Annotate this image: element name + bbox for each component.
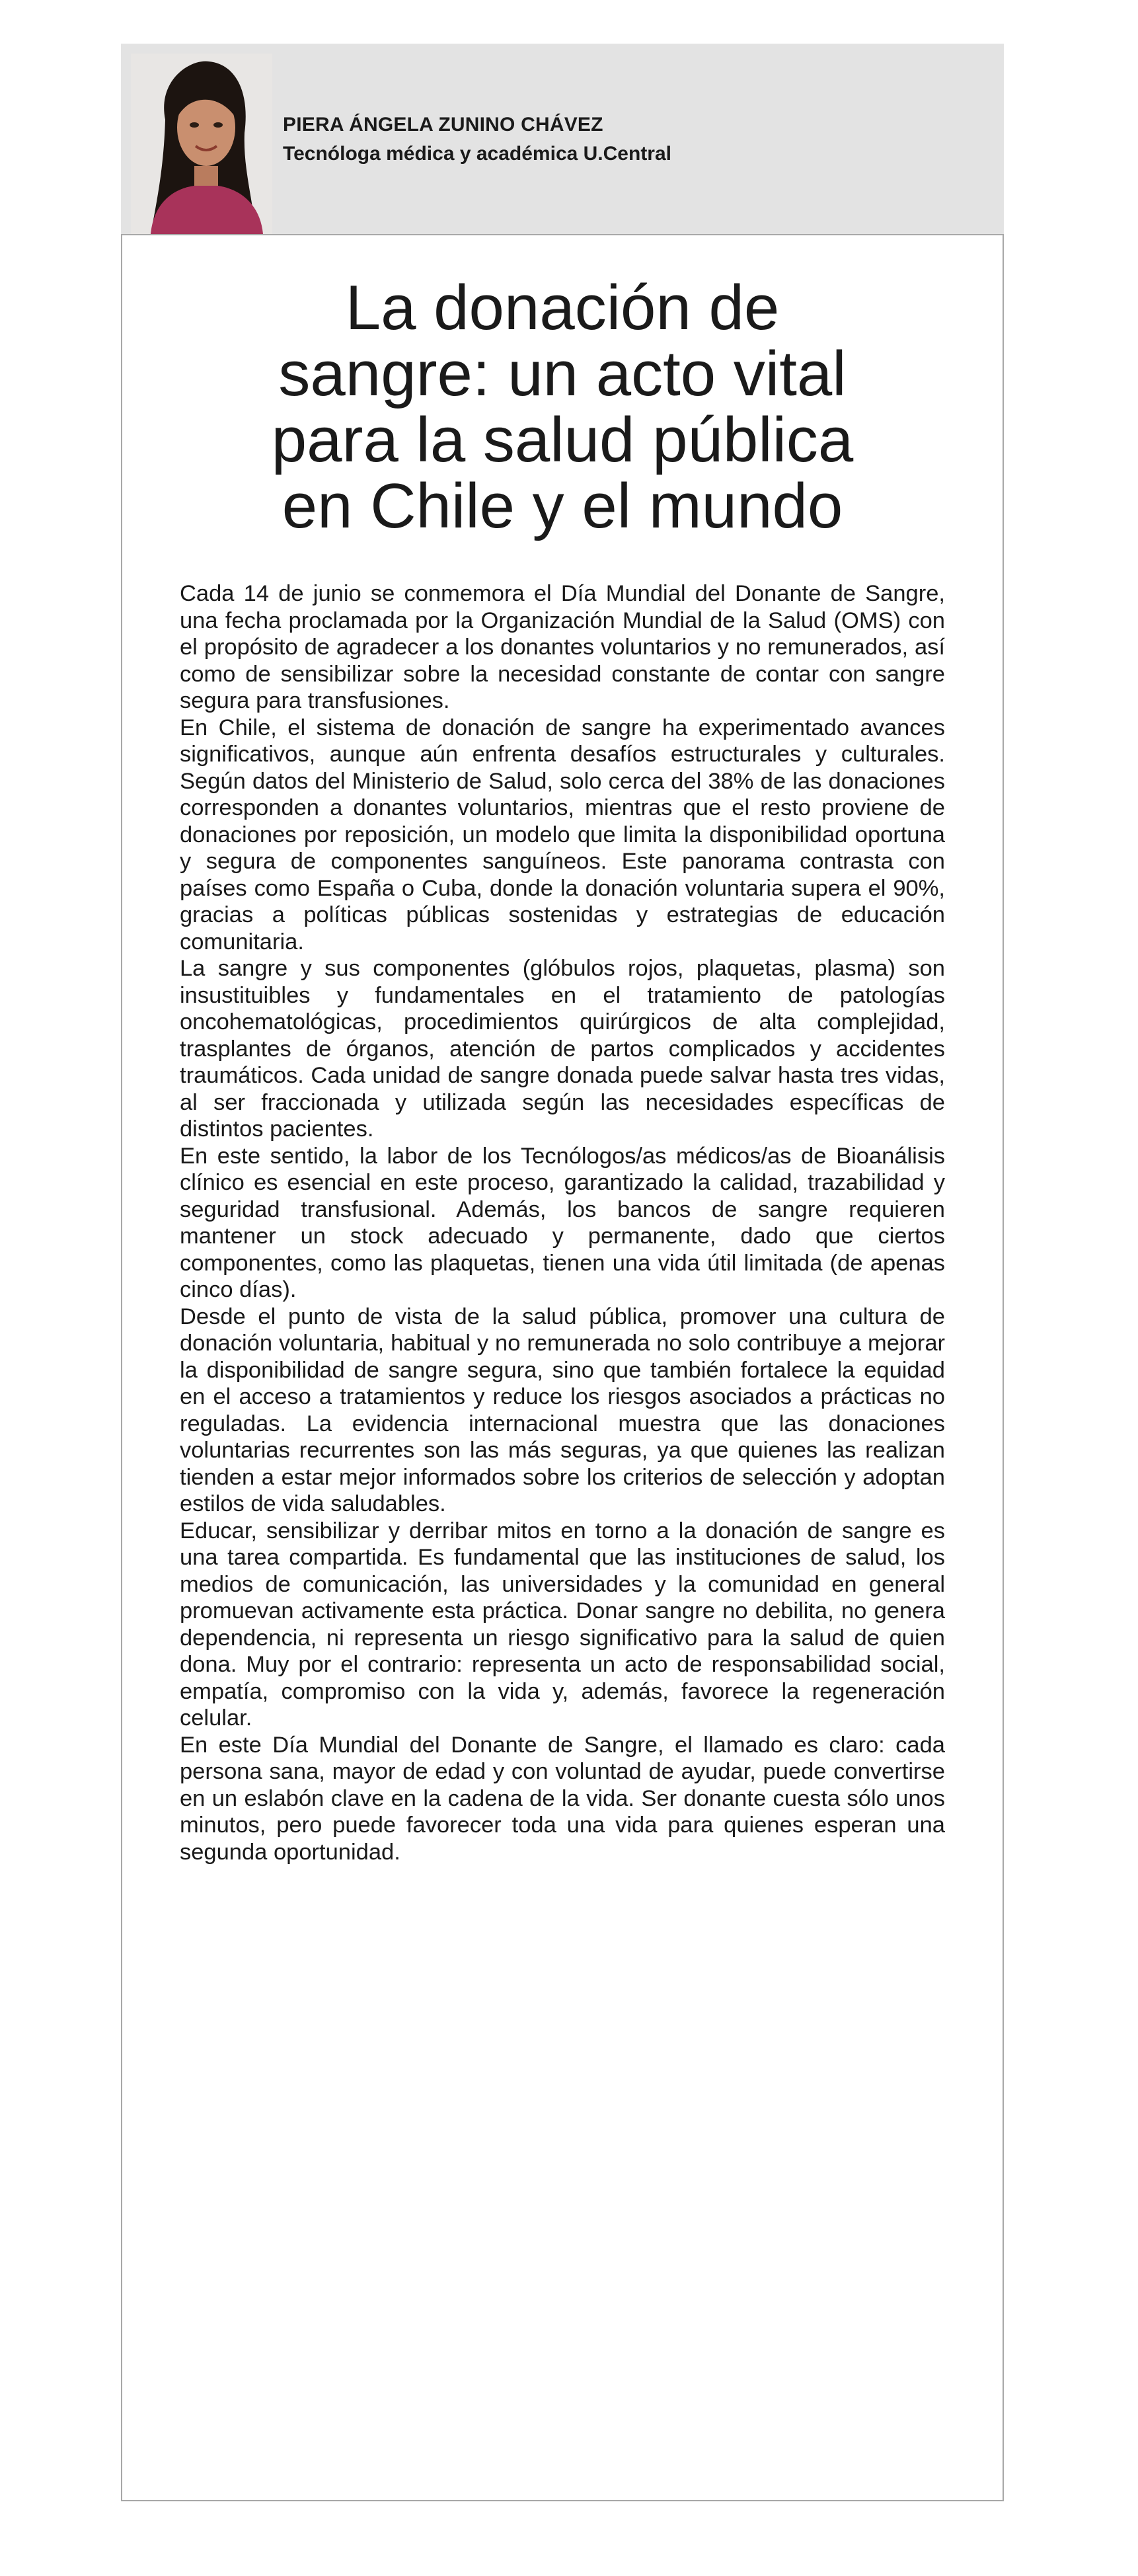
paragraph: Educar, sensibilizar y derribar mitos en torno a la donación de sangre es una tarea compartida. Es fundamental que las instituciones de salud, los medios de comunicación, las universidades y la comunidad en general promuevan activamente esta práctica. Donar sangre no debilita, no genera dependencia, ni representa un riesgo significativo para la salud de quien dona. Muy por el contrario: representa un acto de responsabilidad social, empatía, compromiso con la vida y, además, favorece la regeneración celular. <box>180 1518 945 1731</box>
title-line: La donación de <box>345 272 780 343</box>
paragraph: En este sentido, la labor de los Tecnólogos/as médicos/as de Bioanálisis clínico es esencial en este proceso, garantizado la calidad, trazabilidad y seguridad transfusional. Además, los bancos de sangre requieren mantener un stock adecuado y permanente, dado que ciertos componentes, como las plaquetas, tienen una vida útil limitada (de apenas cinco días). <box>180 1143 945 1302</box>
article-body <box>180 580 945 1865</box>
paragraph: En este Día Mundial del Donante de Sangre, el llamado es claro: cada persona sana, mayor de edad y con voluntad de ayudar, puede convertirse en un eslabón clave en la cadena de la vida. Ser donante cuesta sólo unos minutos, pero puede favorecer toda una vida para quienes esperan una segunda oportunidad. <box>180 1732 945 1865</box>
author-portrait-icon <box>131 54 272 234</box>
paragraph: La sangre y sus componentes (glóbulos rojos, plaquetas, plasma) son insustituibles y fundamentales en el tratamiento de patologías oncohematológicas, procedimientos quirúrgicos de alta complejidad, trasplantes de órganos, atención de partos complicados y accidentes traumáticos. Cada unidad de sangre donada puede salvar hasta tres vidas, al ser fraccionada y utilizada según las necesidades específicas de distintos pacientes. <box>180 956 945 1142</box>
author-header <box>121 44 1004 234</box>
author-role: Tecnóloga médica y académica U.Central <box>283 143 672 165</box>
article-frame <box>121 234 1004 2501</box>
paragraph: En Chile, el sistema de donación de sangre ha experimentado avances significativos, aunque aún enfrenta desafíos estructurales y culturales. Según datos del Ministerio de Salud, solo cerca del 38% de las donaciones corresponden a donantes voluntarios, mientras que el resto proviene de donaciones por reposición, un modelo que limita la disponibilidad oportuna y segura de componentes sanguíneos. Este panorama contrasta con países como España o Cuba, donde la donación voluntaria supera el 90%, gracias a políticas públicas sostenidas y estrategias de educación comunitaria. <box>180 715 945 955</box>
article-title <box>122 272 1003 541</box>
title-line: para la salud pública <box>271 405 854 475</box>
paragraph: Cada 14 de junio se conmemora el Día Mundial del Donante de Sangre, una fecha proclamada por la Organización Mundial de la Salud (OMS) con el propósito de agradecer a los donantes voluntarios y no remunerados, así como de sensibilizar sobre la necesidad constante de contar con sangre segura para transfusiones. <box>180 581 945 713</box>
author-name: PIERA ÁNGELA ZUNINO CHÁVEZ <box>283 114 603 136</box>
title-line: sangre: un acto vital <box>278 338 847 409</box>
title-line: en Chile y el mundo <box>282 471 843 541</box>
author-photo <box>131 54 272 234</box>
paragraph: Desde el punto de vista de la salud pública, promover una cultura de donación voluntaria, habitual y no remunerada no solo contribuye a mejorar la disponibilidad de sangre segura, sino que también fortalece la equidad en el acceso a tratamientos y reduce los riesgos asociados a prácticas no reguladas. La evidencia internacional muestra que las donaciones voluntarias recurrentes son las más seguras, ya que quienes las realizan tienden a estar mejor informados sobre los criterios de selección y adoptan estilos de vida saludables. <box>180 1304 945 1516</box>
